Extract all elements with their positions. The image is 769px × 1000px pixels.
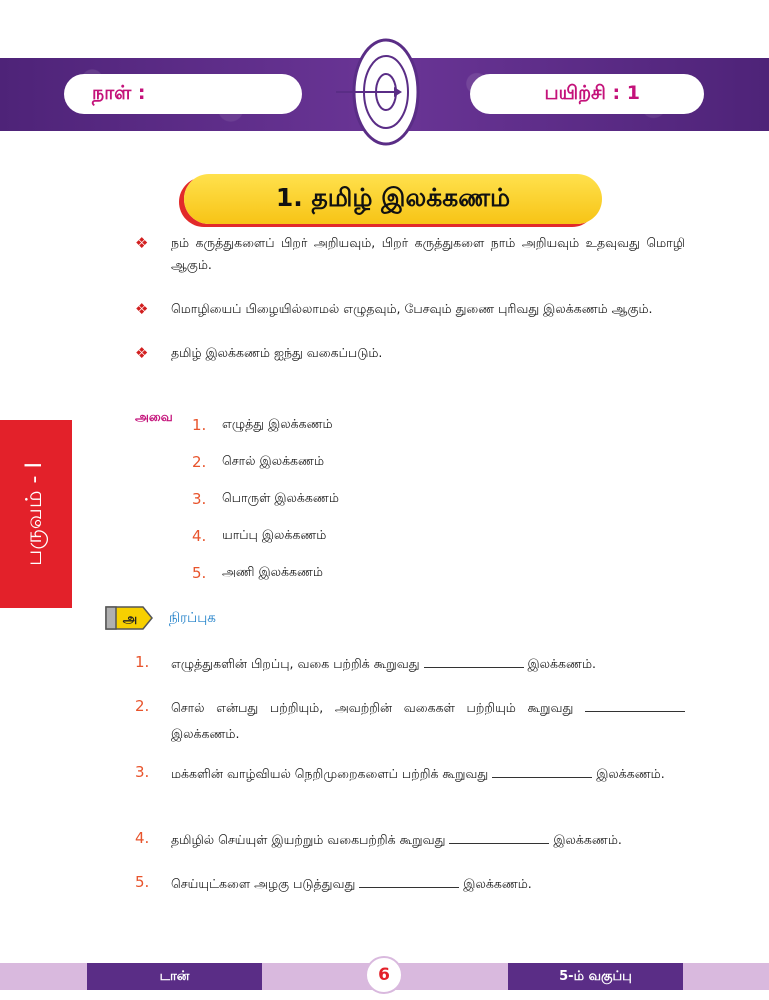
date-field[interactable] [64,74,302,114]
question-item [135,651,685,677]
question-item [135,871,685,897]
section-badge-letter: அ [122,612,138,627]
question-number: 3. [135,763,150,781]
list-item [192,517,339,554]
question-item [135,761,685,787]
question-text [171,761,685,787]
term-side-tab [0,420,72,608]
item-number: 3. [192,489,207,508]
bullet-text: தமிழ் இலக்கணம் ஐந்து வகைப்படும். [171,345,383,360]
item-text: பொருள் இலக்கணம் [222,490,339,505]
diamond-bullet-icon: ❖ [135,234,149,252]
answer-blank[interactable] [585,698,685,712]
question-prompt: சொல் என்பது பற்றியும், அவற்றின் வகைகள் பற்றியும் கூறுவது [171,700,574,715]
question-text [171,827,685,853]
question-item [135,827,685,853]
bullet-item [135,232,685,276]
list-item [192,480,339,517]
question-text [171,695,685,747]
chapter-title: 1. தமிழ் இலக்கணம் [275,182,511,212]
target-icon [336,37,436,147]
list-item [192,554,339,591]
question-suffix: இலக்கணம். [553,832,622,847]
date-label: நாள் : [92,81,146,104]
types-label: அவை [135,409,173,424]
item-number: 5. [192,563,207,582]
exercise-label: பயிற்சி : 1 [544,81,640,104]
section-badge-icon [105,606,153,630]
question-suffix: இலக்கணம். [527,656,596,671]
section-title: நிரப்புக [169,610,216,626]
grammar-types-list [192,406,339,591]
item-text: அணி இலக்கணம் [222,564,323,579]
question-suffix: இலக்கணம். [171,726,240,741]
question-prompt: மக்களின் வாழ்வியல் நெறிமுறைகளைப் பற்றிக் கூறுவது [171,766,489,781]
bullet-text: நம் கருத்துகளைப் பிறர் அறியவும், பிறர் கருத்துகளை நாம் அறியவும் உதவுவது மொழி ஆகும். [171,235,685,272]
footer-grade [508,963,683,990]
question-item [135,695,685,747]
list-item [192,406,339,443]
question-prompt: தமிழில் செய்யுள் இயற்றும் வகைபற்றிக் கூறுவது [171,832,446,847]
diamond-bullet-icon: ❖ [135,300,149,318]
bullet-item [135,342,685,364]
item-number: 4. [192,526,207,545]
question-text [171,651,685,677]
answer-blank[interactable] [359,874,459,888]
answer-blank[interactable] [449,830,549,844]
footer-publisher [87,963,262,990]
publisher-label: டான் [159,968,190,984]
bullet-list [135,232,685,386]
answer-blank[interactable] [492,764,592,778]
question-prompt: எழுத்துகளின் பிறப்பு, வகை பற்றிக் கூறுவது [171,656,420,671]
item-text: யாப்பு இலக்கணம் [222,527,327,542]
question-number: 2. [135,697,150,715]
bullet-item [135,298,685,320]
question-number: 4. [135,829,150,847]
question-prompt: செய்யுட்களை அழகு படுத்துவது [171,876,356,891]
page-number [365,956,403,994]
answer-blank[interactable] [424,654,524,668]
exercise-field [470,74,704,114]
item-text: சொல் இலக்கணம் [222,453,325,468]
question-number: 1. [135,653,150,671]
item-number: 2. [192,452,207,471]
grade-label: 5-ம் வகுப்பு [559,968,632,984]
diamond-bullet-icon: ❖ [135,344,149,362]
item-text: எழுத்து இலக்கணம் [222,416,333,431]
page-number-text: 6 [378,965,390,985]
question-suffix: இலக்கணம். [463,876,532,891]
question-number: 5. [135,873,150,891]
list-item [192,443,339,480]
bullet-text: மொழியைப் பிழையில்லாமல் எழுதவும், பேசவும் துணை புரிவது இலக்கணம் ஆகும். [171,301,653,316]
question-suffix: இலக்கணம். [596,766,665,781]
item-number: 1. [192,415,207,434]
chapter-title-banner [184,174,602,224]
term-label: பருவம் - I [22,462,47,566]
question-text [171,871,685,897]
